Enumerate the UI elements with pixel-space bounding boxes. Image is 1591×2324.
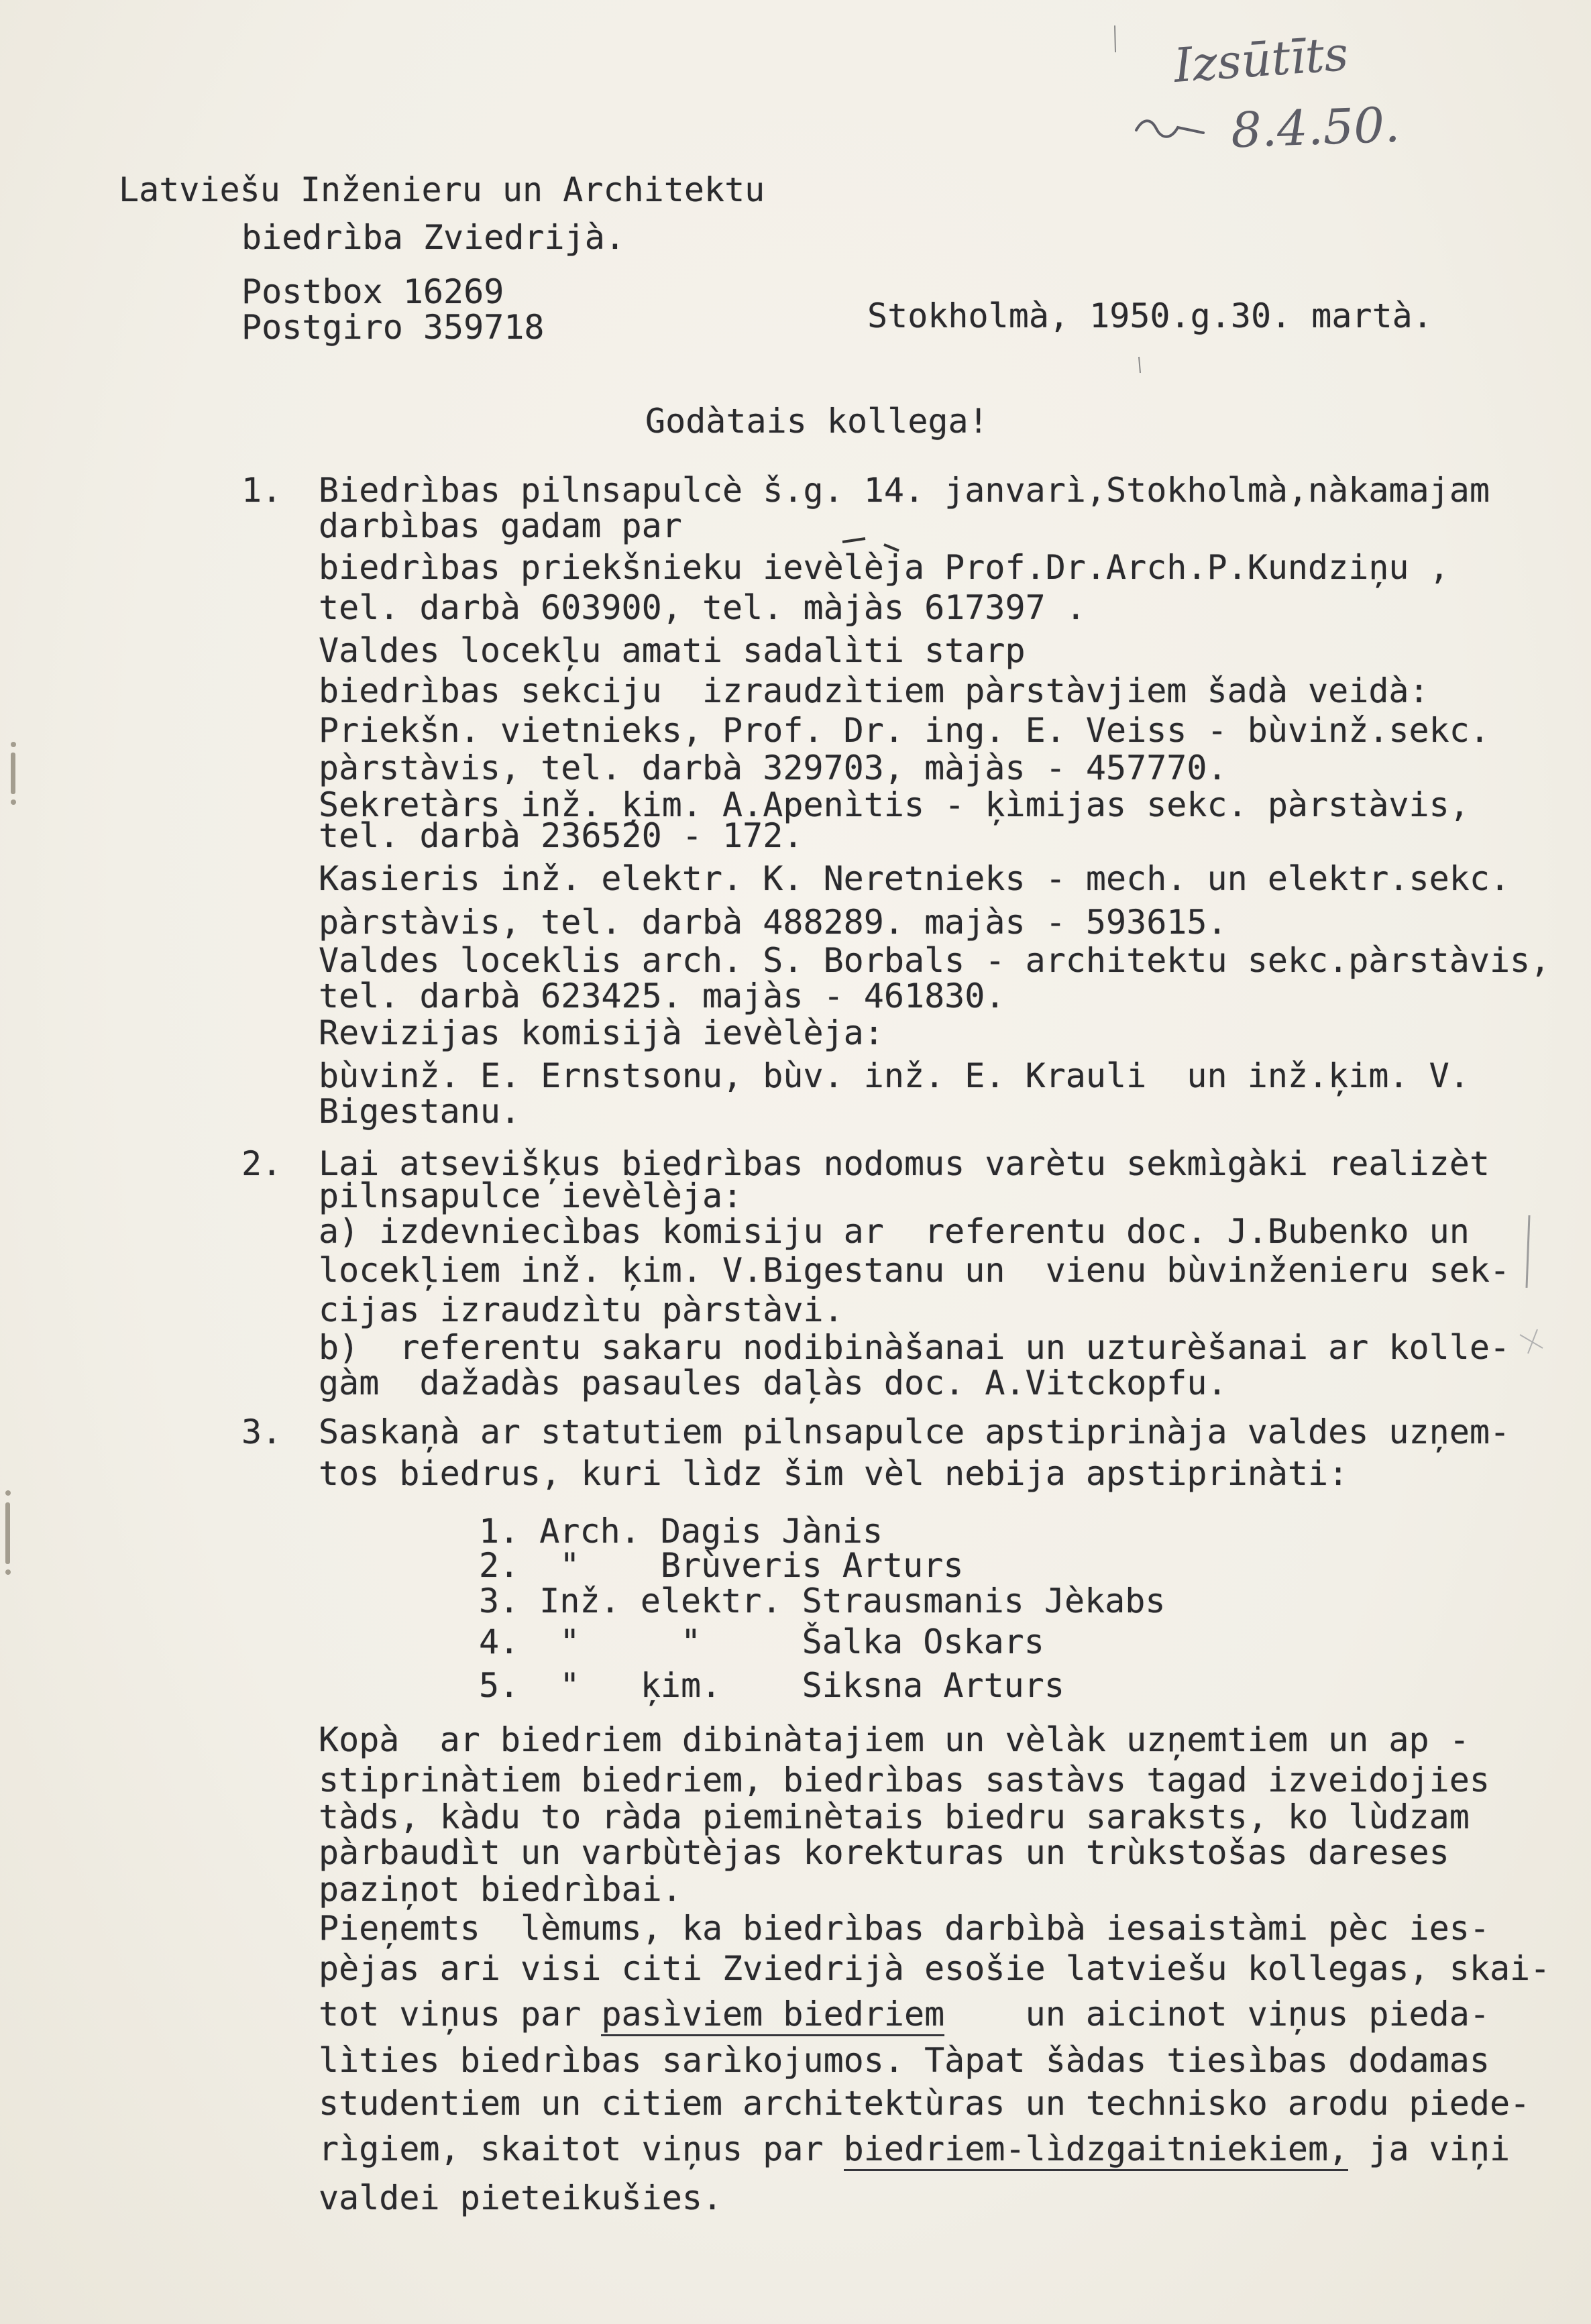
closing-paragraph-line — [319, 1995, 1490, 2033]
member-list-item: 5. " ķim. Siksna Arturs — [479, 1666, 1064, 1705]
section-1-line: Revizijas komisijà ievèlèja: — [319, 1013, 884, 1052]
section-2-line: Lai atsevišķus biedrìbas nodomus varètu sekmìgàki realizèt — [319, 1144, 1490, 1183]
section-2-line: cijas izraudzìtu pàrstàvi. — [319, 1290, 844, 1329]
member-list-item: 2. " Brùveris Arturs — [479, 1546, 964, 1585]
pencil-margin-mark — [1520, 1329, 1543, 1353]
closing-paragraph-line: Kopà ar biedriem dibinàtajiem un vèlàk uzņemtiem un ap - — [319, 1720, 1470, 1759]
section-2-line: gàm dažadàs pasaules daļàs doc. A.Vitckopfu. — [319, 1364, 1227, 1402]
staple-hole-mark — [11, 742, 16, 805]
section-1-line: darbìbas gadam par — [319, 506, 682, 545]
salutation: Godàtais kollega! — [645, 402, 989, 441]
section-3-number: 3. — [241, 1413, 282, 1451]
section-2-line: a) izdevniecìbas komisiju ar referentu doc. J.Bubenko un — [319, 1212, 1470, 1251]
postbox-line: Postbox 16269 — [241, 272, 504, 311]
section-2-line: locekļiem inž. ķim. V.Bigestanu un vienu bùvinženieru sek- — [319, 1251, 1511, 1290]
closing-paragraph-line: studentiem un citiem architektùras un technisko arodu piede- — [319, 2084, 1531, 2123]
closing-line-text: rìgiem, skaitot viņus par — [319, 2129, 844, 2168]
closing-paragraph-line: tàds, kàdu to ràda pieminètais biedru saraksts, ko lùdzam — [319, 1797, 1470, 1836]
section-1-line: Valdes loceklis arch. S. Borbals - architektu sekc.pàrstàvis, — [319, 941, 1551, 980]
member-list-item: 3. Inž. elektr. Strausmanis Jèkabs — [479, 1582, 1166, 1620]
handwritten-date: 8.4.50. — [1229, 96, 1401, 159]
org-name-line-1: Latviešu Inženieru un Architektu — [119, 170, 765, 209]
closing-paragraph-line: stiprinàtiem biedriem, biedrìbas sastàvs tagad izveidojies — [319, 1761, 1490, 1800]
section-1-number: 1. — [241, 471, 282, 510]
section-1-line: Biedrìbas pilnsapulcè š.g. 14. janvarì,Stokholmà,nàkamajam — [319, 471, 1490, 510]
handwritten-arrow-mark — [1136, 121, 1203, 137]
org-name-line-2: biedrìba Zviedrijà. — [241, 218, 625, 257]
section-3-line: tos biedrus, kuri lìdz šim vèl nebija apstiprinàti: — [319, 1454, 1349, 1493]
section-2-line: pilnsapulce ievèlèja: — [319, 1176, 743, 1215]
section-3-line: Saskaņà ar statutiem pilnsapulce apstiprinàja valdes uzņem- — [319, 1413, 1511, 1451]
closing-paragraph-line: pèjas ari visi citi Zviedrijà esošie latviešu kollegas, skai- — [319, 1949, 1551, 1988]
underlined-phrase: biedriem-lìdzgaitniekiem, — [844, 2129, 1349, 2171]
underlined-phrase: pasìviem biedriem — [601, 1995, 944, 2036]
closing-paragraph-line: paziņot biedrìbai. — [319, 1870, 682, 1909]
section-1-line: pàrstàvis, tel. darbà 329703, màjàs - 457770. — [319, 749, 1227, 787]
section-1-line: tel. darbà 623425. majàs - 461830. — [319, 977, 1005, 1015]
closing-paragraph-line: lìties biedrìbas sarìkojumos. Tàpat šàdas tiesìbas dodamas — [319, 2041, 1490, 2080]
section-1-line: Bigestanu. — [319, 1092, 521, 1131]
closing-paragraph-line: pàrbaudìt un varbùtèjas korekturas un trùkstošas dareses — [319, 1833, 1449, 1872]
closing-line-text: tot viņus par — [319, 1995, 602, 2034]
section-1-line: bùvinž. E. Ernstsonu, bùv. inž. E. Krauli un inž.ķim. V. — [319, 1056, 1470, 1095]
section-1-line: biedrìbas sekciju izraudzìtiem pàrstàvjiem šadà veidà: — [319, 671, 1429, 710]
section-1-line: pàrstàvis, tel. darbà 488289. majàs - 593615. — [319, 903, 1227, 942]
handwritten-note: Izsūtīts — [1172, 26, 1350, 93]
section-1-line: tel. darbà 236520 - 172. — [319, 816, 804, 855]
closing-paragraph-line: valdei pieteikušies. — [319, 2178, 723, 2217]
section-1-line: Kasieris inž. elektr. K. Neretnieks - mech. un elektr.sekc. — [319, 859, 1511, 898]
section-1-line: Valdes locekļu amati sadalìti starp — [319, 631, 1026, 670]
section-2-line: b) referentu sakaru nodibinàšanai un uzturèšanai ar kolle- — [319, 1328, 1511, 1367]
staple-hole-mark — [5, 1490, 11, 1575]
postgiro-line: Postgiro 359718 — [241, 308, 545, 347]
section-1-line: Sekretàrs inž. ķim. A.Apenìtis - ķìmijas sekc. pàrstàvis, — [319, 785, 1470, 824]
section-1-line: biedrìbas priekšnieku ievèlèja Prof.Dr.Arch.P.Kundziņu , — [319, 548, 1449, 587]
pencil-tick-mark — [1139, 357, 1140, 373]
section-2-number: 2. — [241, 1144, 282, 1183]
section-1-line: tel. darbà 603900, tel. màjàs 617397 . — [319, 588, 1086, 627]
member-list-item: 1. Arch. Dagis Jànis — [479, 1512, 883, 1551]
closing-paragraph-line: Pieņemts lèmums, ka biedrìbas darbìbà iesaistàmi pèc ies- — [319, 1909, 1490, 1948]
section-1-line: Priekšn. vietnieks, Prof. Dr. ing. E. Veiss - bùvinž.sekc. — [319, 711, 1490, 750]
member-list-item: 4. " " Šalka Oskars — [479, 1622, 1044, 1661]
closing-paragraph-line — [319, 2130, 1510, 2168]
pencil-margin-mark — [1527, 1215, 1529, 1288]
closing-line-text: ja viņi — [1348, 2129, 1511, 2168]
closing-line-text: un aicinot viņus pieda- — [944, 1995, 1490, 2034]
letter-date: Stokholmà, 1950.g.30. martà. — [867, 296, 1433, 335]
